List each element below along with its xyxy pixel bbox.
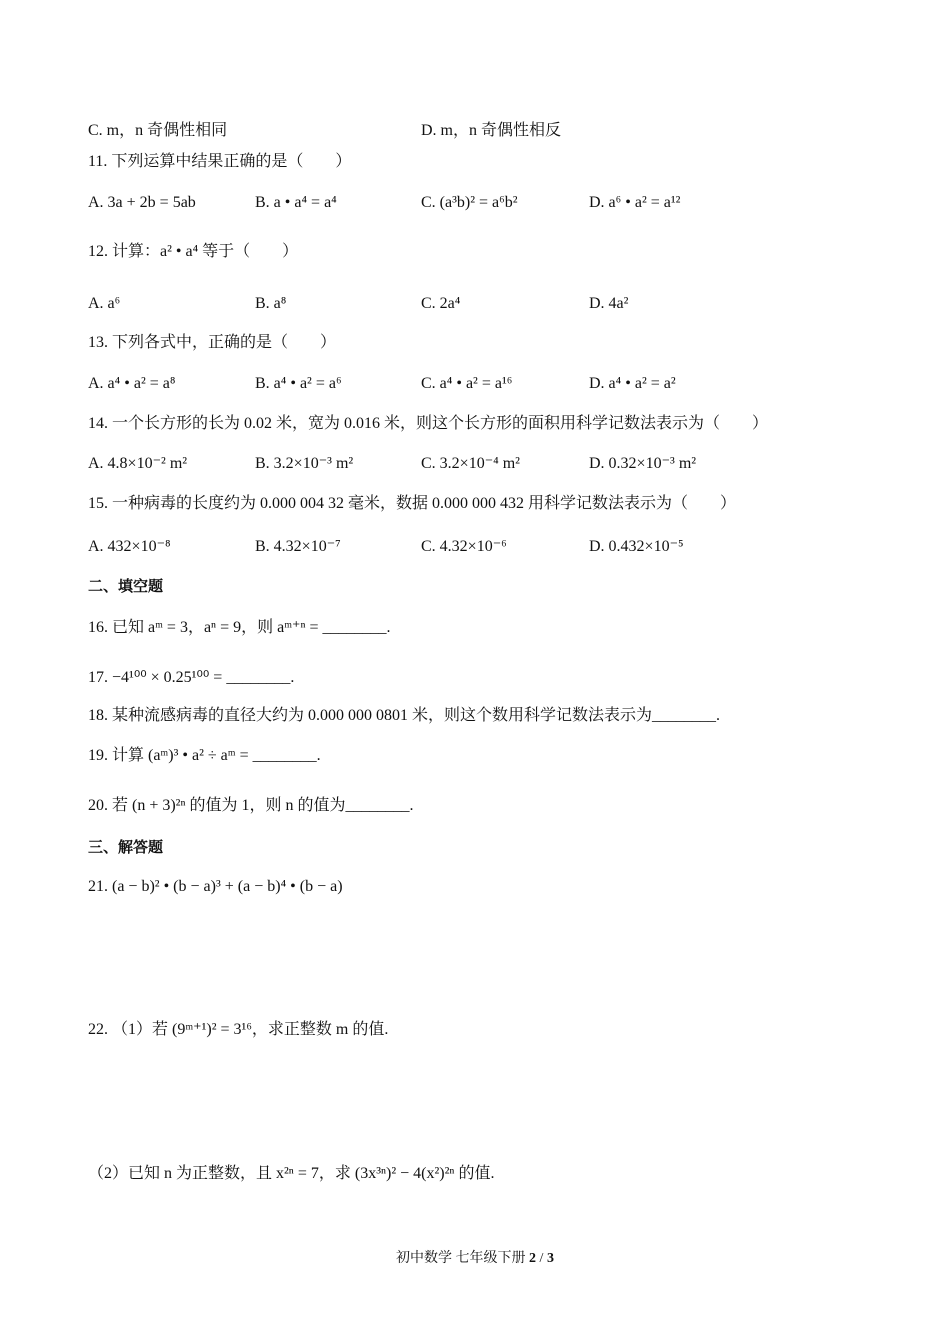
q11-option-a: A. 3a + 2b = 5ab <box>88 194 196 211</box>
question-13: 13. 下列各式中，正确的是（ ） <box>88 334 337 351</box>
question-22-part-1: 22. （1）若 (9ᵐ⁺¹)² = 3¹⁶，求正整数 m 的值. <box>88 1021 389 1038</box>
question-14: 14. 一个长方形的长为 0.02 米，宽为 0.016 米，则这个长方形的面积用科学记数法表示为（ ） <box>88 415 769 432</box>
q10-option-d: D. m，n 奇偶性相反 <box>421 122 562 139</box>
footer-label: 初中数学 七年级下册 <box>396 1251 526 1266</box>
q11-option-c: C. (a³b)² = a⁶b² <box>421 194 518 211</box>
q12-option-c: C. 2a⁴ <box>421 295 461 312</box>
question-17: 17. −4¹⁰⁰ × 0.25¹⁰⁰ = ________. <box>88 669 295 686</box>
footer-page-total: 3 <box>546 1251 554 1266</box>
q14-option-d: D. 0.32×10⁻³ m² <box>589 455 697 472</box>
section-fill-in-title: 二、填空题 <box>88 577 164 595</box>
q15-option-d: D. 0.432×10⁻⁵ <box>589 538 684 555</box>
q12-option-d: D. 4a² <box>589 295 629 312</box>
question-15: 15. 一种病毒的长度约为 0.000 004 32 毫米，数据 0.000 000 432 用科学记数法表示为（ ） <box>88 495 737 512</box>
q14-option-a: A. 4.8×10⁻² m² <box>88 455 188 472</box>
q11-option-b: B. a • a⁴ = a⁴ <box>255 194 337 211</box>
q12-option-b: B. a⁸ <box>255 295 287 312</box>
question-20: 20. 若 (n + 3)²ⁿ 的值为 1，则 n 的值为________. <box>88 797 414 814</box>
q13-option-c: C. a⁴ • a² = a¹⁶ <box>421 375 513 392</box>
question-18: 18. 某种流感病毒的直径大约为 0.000 000 0801 米，则这个数用科学记数法表示为________. <box>88 707 721 724</box>
question-11: 11. 下列运算中结果正确的是（ ） <box>88 153 352 170</box>
q13-option-a: A. a⁴ • a² = a⁸ <box>88 375 176 392</box>
question-12: 12. 计算：a² • a⁴ 等于（ ） <box>88 243 299 260</box>
question-19: 19. 计算 (aᵐ)³ • a² ÷ aᵐ = ________. <box>88 747 321 764</box>
q15-option-b: B. 4.32×10⁻⁷ <box>255 538 341 555</box>
question-21: 21. (a − b)² • (b − a)³ + (a − b)⁴ • (b − a) <box>88 878 343 895</box>
q14-option-c: C. 3.2×10⁻⁴ m² <box>421 455 520 472</box>
footer-page-number: 2 <box>529 1251 537 1266</box>
question-16: 16. 已知 aᵐ = 3，aⁿ = 9，则 aᵐ⁺ⁿ = ________. <box>88 619 391 636</box>
section-answer-title: 三、解答题 <box>88 838 164 856</box>
q11-option-d: D. a⁶ • a² = a¹² <box>589 194 681 211</box>
page-footer <box>0 1247 950 1267</box>
q15-option-a: A. 432×10⁻⁸ <box>88 538 171 555</box>
question-22-part-2: （2）已知 n 为正整数，且 x²ⁿ = 7，求 (3x³ⁿ)² − 4(x²)²ⁿ 的值. <box>88 1165 495 1182</box>
q14-option-b: B. 3.2×10⁻³ m² <box>255 455 354 472</box>
q13-option-d: D. a⁴ • a² = a² <box>589 375 676 392</box>
q10-option-c: C. m，n 奇偶性相同 <box>88 122 228 139</box>
q12-option-a: A. a⁶ <box>88 295 121 312</box>
q15-option-c: C. 4.32×10⁻⁶ <box>421 538 507 555</box>
q13-option-b: B. a⁴ • a² = a⁶ <box>255 375 342 392</box>
footer-separator: / <box>536 1251 547 1266</box>
